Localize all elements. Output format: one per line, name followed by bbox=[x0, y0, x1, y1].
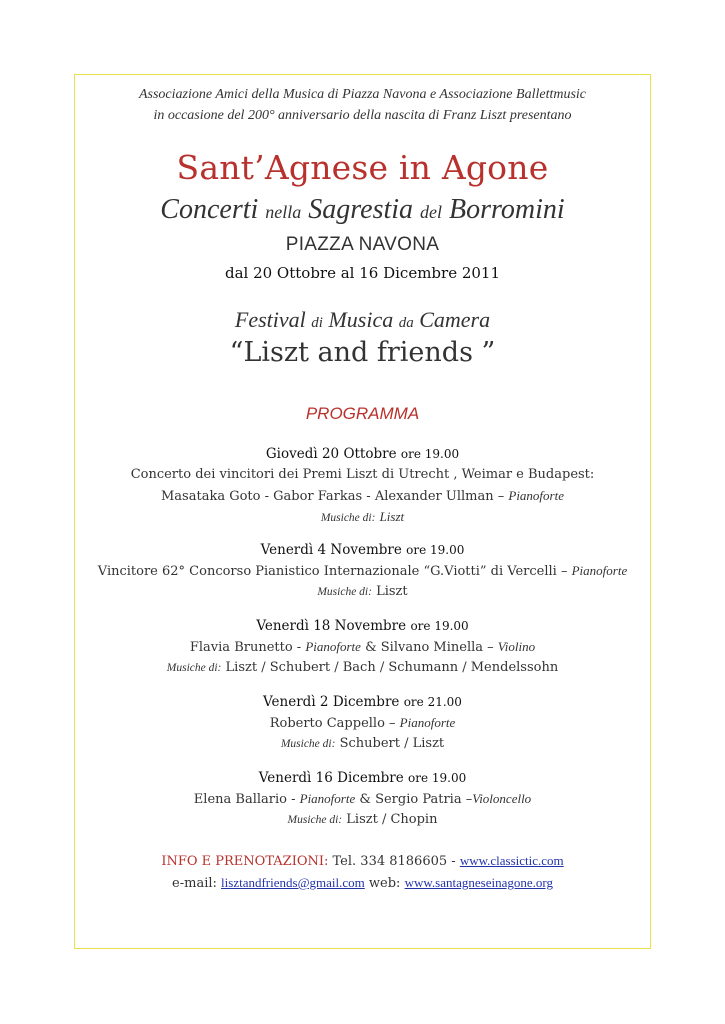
music-label: Musiche di: bbox=[166, 662, 222, 674]
subtitle-word-sagrestia: Sagrestia bbox=[308, 194, 414, 225]
event-3-music bbox=[74, 660, 651, 675]
event-1-music bbox=[74, 509, 651, 525]
header-line-2: in occasione del 200° anniversario della nascita di Franz Liszt presentano bbox=[153, 108, 572, 123]
music-composers: Liszt / Schubert / Bach / Schumann / Mendelssohn bbox=[225, 660, 559, 675]
event-2-date bbox=[74, 542, 651, 558]
event-3-performers bbox=[74, 639, 651, 655]
subtitle-word-concerti: Concerti bbox=[160, 194, 259, 225]
instrument-2: Violoncello bbox=[472, 791, 532, 806]
festival-word-musica: Musica bbox=[328, 307, 394, 332]
music-label: Musiche di: bbox=[280, 738, 336, 750]
event-time: ore 19.00 bbox=[410, 619, 469, 633]
music-label: Musiche di: bbox=[317, 586, 372, 598]
info-line bbox=[74, 853, 651, 869]
festival-heading bbox=[74, 307, 651, 333]
contact-line bbox=[74, 875, 651, 891]
subtitle-word-borromini: Borromini bbox=[449, 194, 565, 225]
performers: Roberto Cappello – bbox=[269, 716, 400, 731]
instrument-1: Pianoforte bbox=[299, 791, 356, 806]
classictic-link[interactable]: www.classictic.com bbox=[459, 853, 564, 868]
music-label: Musiche di: bbox=[320, 512, 376, 524]
location: PIAZZA NAVONA bbox=[285, 234, 440, 255]
event-5-performers bbox=[74, 791, 651, 807]
event-time: ore 19.00 bbox=[406, 543, 465, 557]
event-5-music bbox=[74, 812, 651, 827]
page-title: Sant’Agnese in Agone bbox=[176, 148, 549, 187]
music-composers: Schubert / Liszt bbox=[339, 736, 445, 751]
festival-word-camera: Camera bbox=[419, 307, 491, 332]
subtitle-word-del: del bbox=[420, 202, 443, 222]
event-1-date bbox=[74, 446, 651, 462]
music-composers: Liszt bbox=[376, 584, 408, 599]
performers: Masataka Goto - Gabor Farkas - Alexander Ullman – bbox=[161, 489, 509, 504]
event-3-date bbox=[74, 618, 651, 634]
website-link[interactable]: www.santagneseinagone.org bbox=[404, 875, 553, 890]
header-line-1: Associazione Amici della Musica di Piazza Navona e Associazione Ballettmusic bbox=[138, 87, 587, 102]
event-time: ore 19.00 bbox=[408, 771, 467, 785]
performer-2: & Sergio Patria – bbox=[355, 792, 473, 807]
event-2-music bbox=[74, 584, 651, 599]
event-date: Venerdì 4 Novembre bbox=[260, 542, 402, 558]
festival-word-di: di bbox=[311, 315, 323, 331]
date-range: dal 20 Ottobre al 16 Dicembre 2011 bbox=[224, 264, 501, 282]
music-composers: Liszt bbox=[379, 509, 405, 524]
event-date: Venerdì 18 Novembre bbox=[256, 618, 407, 634]
performer-1: Elena Ballario - bbox=[193, 792, 300, 807]
event-time: ore 21.00 bbox=[403, 695, 462, 709]
performer-2: & Silvano Minella – bbox=[360, 640, 498, 655]
email-link[interactable]: lisztandfriends@gmail.com bbox=[221, 875, 365, 890]
info-telephone: Tel. 334 8186605 - bbox=[328, 854, 460, 869]
festival-name: “Liszt and friends ” bbox=[229, 337, 496, 368]
event-5-date bbox=[74, 770, 651, 786]
event-4-date bbox=[74, 694, 651, 710]
subtitle bbox=[74, 194, 651, 226]
instrument: Pianoforte bbox=[508, 488, 564, 503]
email-label: e-mail: bbox=[172, 876, 222, 891]
performers: Vincitore 62° Concorso Pianistico Internazionale “G.Viotti” di Vercelli – bbox=[97, 564, 572, 579]
instrument: Pianoforte bbox=[399, 715, 456, 730]
event-4-performers bbox=[74, 715, 651, 731]
subtitle-word-nella: nella bbox=[265, 202, 302, 222]
event-date: Giovedì 20 Ottobre bbox=[265, 446, 397, 462]
music-label: Musiche di: bbox=[287, 814, 343, 826]
instrument-1: Pianoforte bbox=[305, 639, 361, 654]
programma-heading: PROGRAMMA bbox=[305, 404, 420, 423]
festival-word-da: da bbox=[398, 315, 414, 331]
music-composers: Liszt / Chopin bbox=[346, 812, 438, 827]
event-date: Venerdì 2 Dicembre bbox=[263, 694, 400, 710]
event-date: Venerdì 16 Dicembre bbox=[258, 770, 404, 786]
event-time: ore 19.00 bbox=[400, 447, 460, 461]
performer-1: Flavia Brunetto - bbox=[189, 640, 306, 655]
instrument-2: Violino bbox=[497, 639, 536, 654]
event-4-music bbox=[74, 736, 651, 751]
event-1-description: Concerto dei vincitori dei Premi Liszt di Utrecht , Weimar e Budapest: bbox=[130, 467, 595, 482]
event-1-performers bbox=[74, 488, 651, 504]
festival-word-festival: Festival bbox=[234, 307, 306, 332]
instrument: Pianoforte bbox=[571, 563, 628, 578]
info-label: INFO E PRENOTAZIONI: bbox=[161, 854, 329, 869]
web-label: web: bbox=[364, 876, 405, 891]
event-2-performers bbox=[74, 563, 651, 579]
